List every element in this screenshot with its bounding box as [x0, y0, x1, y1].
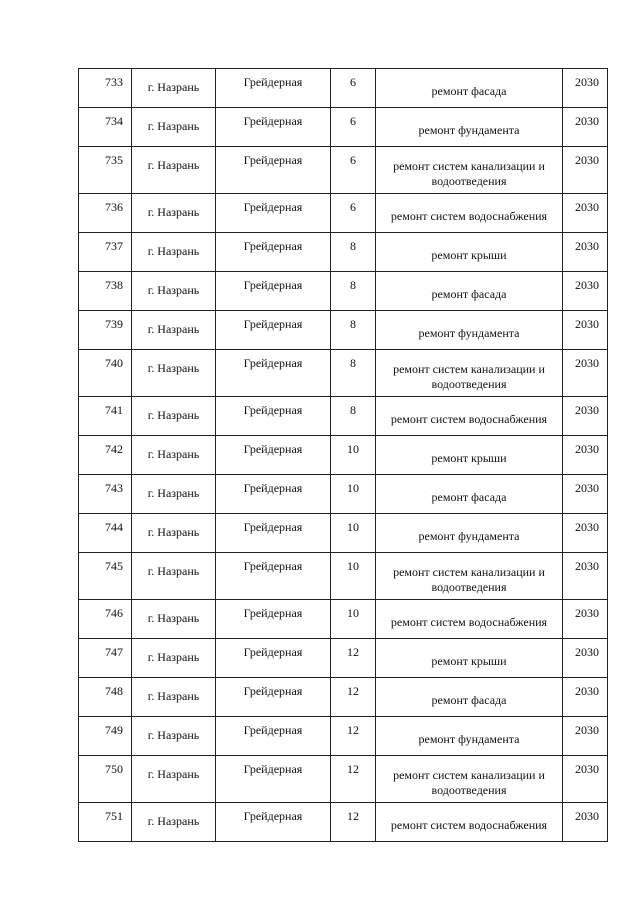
house-number: 8 — [350, 403, 356, 417]
house-number: 10 — [347, 442, 359, 456]
row-number-cell — [79, 514, 132, 553]
street-name: Грейдерная — [243, 520, 303, 534]
work-type-cell — [376, 678, 563, 717]
city-name-cell — [132, 678, 216, 717]
table-row — [79, 514, 608, 553]
city-name: г. Назрань — [147, 80, 200, 94]
work-type: ремонт фасада — [431, 287, 507, 301]
planned-year: 2030 — [575, 481, 599, 495]
house-number: 8 — [350, 356, 356, 370]
street-name-cell — [216, 475, 331, 514]
work-type: ремонт фундамента — [418, 326, 520, 340]
planned-year-cell — [563, 756, 608, 803]
street-name-cell — [216, 108, 331, 147]
table-row — [79, 272, 608, 311]
row-number: 750 — [105, 762, 123, 776]
street-name-cell — [216, 233, 331, 272]
work-type-cell — [376, 436, 563, 475]
house-number: 10 — [347, 606, 359, 620]
work-type-cell — [376, 69, 563, 108]
house-number: 6 — [350, 200, 356, 214]
planned-year: 2030 — [575, 559, 599, 573]
street-name: Грейдерная — [243, 684, 303, 698]
work-type-cell — [376, 639, 563, 678]
planned-year: 2030 — [575, 278, 599, 292]
street-name-cell — [216, 514, 331, 553]
work-type: ремонт фасада — [431, 693, 507, 707]
street-name: Грейдерная — [243, 559, 303, 573]
city-name-cell — [132, 194, 216, 233]
planned-year-cell — [563, 147, 608, 194]
table-row — [79, 717, 608, 756]
planned-year: 2030 — [575, 239, 599, 253]
street-name-cell — [216, 553, 331, 600]
planned-year-cell — [563, 600, 608, 639]
row-number: 743 — [105, 481, 123, 495]
street-name: Грейдерная — [243, 239, 303, 253]
row-number: 740 — [105, 356, 123, 370]
city-name: г. Назрань — [147, 158, 200, 172]
work-type-cell — [376, 108, 563, 147]
house-number-cell — [331, 147, 376, 194]
table-row — [79, 311, 608, 350]
city-name-cell — [132, 803, 216, 842]
work-type-cell — [376, 194, 563, 233]
row-number: 733 — [105, 75, 123, 89]
row-number: 745 — [105, 559, 123, 573]
city-name: г. Назрань — [147, 650, 200, 664]
house-number-cell — [331, 756, 376, 803]
work-type: ремонт крыши — [431, 654, 507, 668]
work-type-cell — [376, 397, 563, 436]
city-name-cell — [132, 233, 216, 272]
planned-year: 2030 — [575, 114, 599, 128]
row-number-cell — [79, 717, 132, 756]
house-number-cell — [331, 678, 376, 717]
planned-year-cell — [563, 397, 608, 436]
planned-year: 2030 — [575, 606, 599, 620]
work-type: ремонт фундамента — [418, 123, 520, 137]
row-number: 747 — [105, 645, 123, 659]
table-row — [79, 397, 608, 436]
repair-schedule-table — [78, 68, 608, 842]
work-type: ремонт крыши — [431, 451, 507, 465]
house-number: 12 — [347, 723, 359, 737]
table-row — [79, 639, 608, 678]
house-number-cell — [331, 397, 376, 436]
house-number-cell — [331, 69, 376, 108]
street-name: Грейдерная — [243, 723, 303, 737]
street-name-cell — [216, 756, 331, 803]
city-name: г. Назрань — [147, 689, 200, 703]
city-name-cell — [132, 147, 216, 194]
work-type: ремонт фундамента — [418, 529, 520, 543]
work-type: ремонт систем канализации и водоотведения — [393, 158, 545, 188]
street-name-cell — [216, 194, 331, 233]
planned-year-cell — [563, 678, 608, 717]
house-number-cell — [331, 639, 376, 678]
city-name: г. Назрань — [147, 486, 200, 500]
house-number: 12 — [347, 762, 359, 776]
work-type-cell — [376, 350, 563, 397]
planned-year-cell — [563, 803, 608, 842]
city-name-cell — [132, 717, 216, 756]
work-type-cell — [376, 514, 563, 553]
row-number: 737 — [105, 239, 123, 253]
table-row — [79, 233, 608, 272]
row-number: 741 — [105, 403, 123, 417]
planned-year: 2030 — [575, 403, 599, 417]
table-row — [79, 147, 608, 194]
city-name-cell — [132, 311, 216, 350]
street-name: Грейдерная — [243, 645, 303, 659]
row-number: 748 — [105, 684, 123, 698]
row-number: 734 — [105, 114, 123, 128]
street-name: Грейдерная — [243, 114, 303, 128]
row-number-cell — [79, 233, 132, 272]
house-number: 8 — [350, 239, 356, 253]
planned-year-cell — [563, 108, 608, 147]
table-row — [79, 194, 608, 233]
table-row — [79, 108, 608, 147]
street-name-cell — [216, 69, 331, 108]
work-type: ремонт систем канализации и водоотведения — [393, 564, 545, 594]
city-name: г. Назрань — [147, 119, 200, 133]
city-name: г. Назрань — [147, 205, 200, 219]
street-name: Грейдерная — [243, 809, 303, 823]
city-name: г. Назрань — [147, 611, 200, 625]
house-number: 10 — [347, 559, 359, 573]
row-number: 736 — [105, 200, 123, 214]
street-name: Грейдерная — [243, 200, 303, 214]
city-name-cell — [132, 350, 216, 397]
street-name-cell — [216, 147, 331, 194]
planned-year-cell — [563, 639, 608, 678]
row-number: 742 — [105, 442, 123, 456]
row-number-cell — [79, 600, 132, 639]
street-name: Грейдерная — [243, 403, 303, 417]
planned-year-cell — [563, 514, 608, 553]
house-number: 10 — [347, 520, 359, 534]
street-name: Грейдерная — [243, 356, 303, 370]
city-name: г. Назрань — [147, 322, 200, 336]
planned-year: 2030 — [575, 723, 599, 737]
city-name-cell — [132, 514, 216, 553]
table-row — [79, 553, 608, 600]
work-type-cell — [376, 803, 563, 842]
table-row — [79, 678, 608, 717]
row-number-cell — [79, 678, 132, 717]
city-name-cell — [132, 756, 216, 803]
planned-year: 2030 — [575, 200, 599, 214]
work-type-cell — [376, 756, 563, 803]
work-type-cell — [376, 475, 563, 514]
work-type: ремонт систем водоснабжения — [390, 615, 548, 629]
street-name-cell — [216, 803, 331, 842]
row-number: 739 — [105, 317, 123, 331]
house-number: 8 — [350, 278, 356, 292]
house-number: 6 — [350, 114, 356, 128]
planned-year-cell — [563, 272, 608, 311]
house-number-cell — [331, 436, 376, 475]
work-type-cell — [376, 600, 563, 639]
house-number-cell — [331, 233, 376, 272]
work-type-cell — [376, 233, 563, 272]
work-type-cell — [376, 272, 563, 311]
row-number-cell — [79, 147, 132, 194]
street-name-cell — [216, 639, 331, 678]
house-number-cell — [331, 553, 376, 600]
house-number-cell — [331, 272, 376, 311]
house-number-cell — [331, 108, 376, 147]
table-row — [79, 69, 608, 108]
work-type: ремонт фасада — [431, 84, 507, 98]
work-type-cell — [376, 311, 563, 350]
city-name: г. Назрань — [147, 283, 200, 297]
house-number-cell — [331, 475, 376, 514]
table-row — [79, 803, 608, 842]
work-type: ремонт фундамента — [418, 732, 520, 746]
street-name-cell — [216, 436, 331, 475]
street-name: Грейдерная — [243, 153, 303, 167]
house-number-cell — [331, 311, 376, 350]
city-name: г. Назрань — [147, 447, 200, 461]
work-type-cell — [376, 717, 563, 756]
planned-year-cell — [563, 475, 608, 514]
row-number-cell — [79, 350, 132, 397]
row-number: 746 — [105, 606, 123, 620]
street-name: Грейдерная — [243, 442, 303, 456]
work-type: ремонт фасада — [431, 490, 507, 504]
planned-year: 2030 — [575, 442, 599, 456]
street-name-cell — [216, 678, 331, 717]
house-number: 12 — [347, 684, 359, 698]
row-number-cell — [79, 639, 132, 678]
city-name-cell — [132, 397, 216, 436]
row-number-cell — [79, 69, 132, 108]
planned-year: 2030 — [575, 75, 599, 89]
row-number: 749 — [105, 723, 123, 737]
planned-year: 2030 — [575, 684, 599, 698]
street-name-cell — [216, 600, 331, 639]
city-name: г. Назрань — [147, 728, 200, 742]
planned-year: 2030 — [575, 356, 599, 370]
row-number: 738 — [105, 278, 123, 292]
table-body — [79, 69, 608, 842]
row-number: 744 — [105, 520, 123, 534]
house-number: 6 — [350, 75, 356, 89]
street-name: Грейдерная — [243, 481, 303, 495]
street-name: Грейдерная — [243, 317, 303, 331]
city-name: г. Назрань — [147, 767, 200, 781]
row-number: 735 — [105, 153, 123, 167]
work-type: ремонт систем канализации и водоотведения — [393, 767, 545, 797]
street-name-cell — [216, 272, 331, 311]
work-type: ремонт систем водоснабжения — [390, 818, 548, 832]
city-name: г. Назрань — [147, 564, 200, 578]
row-number-cell — [79, 397, 132, 436]
table-row — [79, 350, 608, 397]
row-number-cell — [79, 553, 132, 600]
house-number: 10 — [347, 481, 359, 495]
house-number: 12 — [347, 645, 359, 659]
street-name: Грейдерная — [243, 762, 303, 776]
row-number-cell — [79, 756, 132, 803]
city-name-cell — [132, 639, 216, 678]
row-number-cell — [79, 803, 132, 842]
work-type: ремонт систем водоснабжения — [390, 412, 548, 426]
row-number-cell — [79, 108, 132, 147]
city-name: г. Назрань — [147, 814, 200, 828]
city-name: г. Назрань — [147, 525, 200, 539]
street-name: Грейдерная — [243, 278, 303, 292]
planned-year-cell — [563, 553, 608, 600]
house-number-cell — [331, 717, 376, 756]
work-type: ремонт систем канализации и водоотведения — [393, 361, 545, 391]
planned-year: 2030 — [575, 317, 599, 331]
street-name: Грейдерная — [243, 606, 303, 620]
planned-year-cell — [563, 194, 608, 233]
city-name-cell — [132, 553, 216, 600]
table-row — [79, 756, 608, 803]
work-type-cell — [376, 147, 563, 194]
planned-year: 2030 — [575, 645, 599, 659]
city-name-cell — [132, 600, 216, 639]
house-number: 8 — [350, 317, 356, 331]
work-type-cell — [376, 553, 563, 600]
street-name: Грейдерная — [243, 75, 303, 89]
house-number-cell — [331, 803, 376, 842]
work-type: ремонт крыши — [431, 248, 507, 262]
work-type: ремонт систем водоснабжения — [390, 209, 548, 223]
house-number-cell — [331, 600, 376, 639]
planned-year-cell — [563, 436, 608, 475]
table-row — [79, 436, 608, 475]
street-name-cell — [216, 717, 331, 756]
city-name-cell — [132, 69, 216, 108]
city-name: г. Назрань — [147, 408, 200, 422]
street-name-cell — [216, 397, 331, 436]
table-row — [79, 475, 608, 514]
planned-year-cell — [563, 69, 608, 108]
row-number: 751 — [105, 809, 123, 823]
row-number-cell — [79, 194, 132, 233]
city-name: г. Назрань — [147, 361, 200, 375]
city-name-cell — [132, 436, 216, 475]
house-number-cell — [331, 194, 376, 233]
street-name-cell — [216, 311, 331, 350]
planned-year-cell — [563, 233, 608, 272]
house-number-cell — [331, 350, 376, 397]
planned-year: 2030 — [575, 153, 599, 167]
row-number-cell — [79, 311, 132, 350]
planned-year: 2030 — [575, 762, 599, 776]
planned-year-cell — [563, 717, 608, 756]
planned-year-cell — [563, 311, 608, 350]
city-name: г. Назрань — [147, 244, 200, 258]
house-number: 12 — [347, 809, 359, 823]
house-number: 6 — [350, 153, 356, 167]
planned-year: 2030 — [575, 520, 599, 534]
table-row — [79, 600, 608, 639]
city-name-cell — [132, 108, 216, 147]
planned-year: 2030 — [575, 809, 599, 823]
planned-year-cell — [563, 350, 608, 397]
row-number-cell — [79, 475, 132, 514]
house-number-cell — [331, 514, 376, 553]
row-number-cell — [79, 272, 132, 311]
city-name-cell — [132, 272, 216, 311]
street-name-cell — [216, 350, 331, 397]
row-number-cell — [79, 436, 132, 475]
city-name-cell — [132, 475, 216, 514]
